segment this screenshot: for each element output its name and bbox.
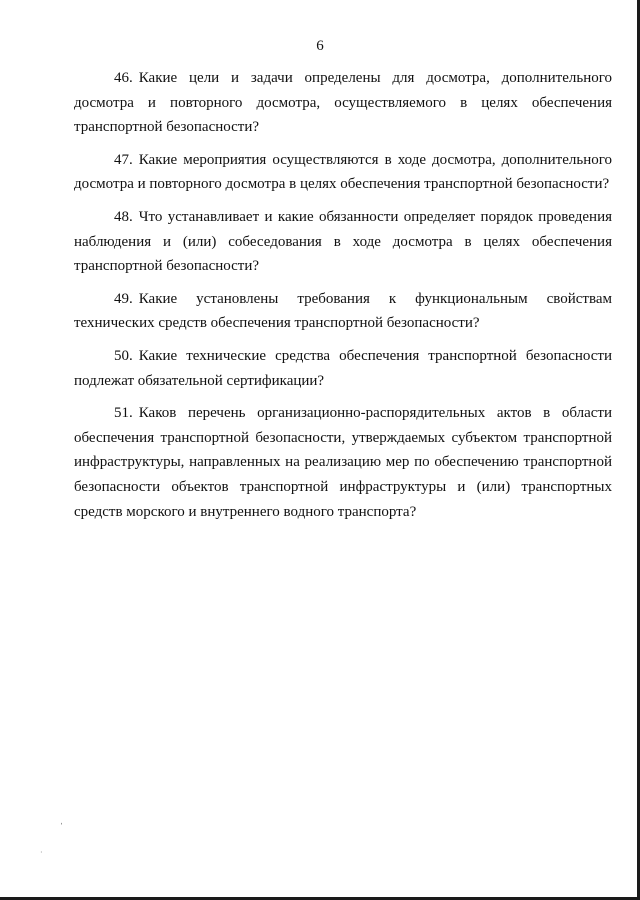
- page-number: 6: [316, 38, 324, 54]
- question-text: Каков перечень организационно-распорядительных актов в области обеспечения транспортной безопасности, утверждаемых субъектом транспортной инфраструктуры, направленных на реализацию мер по обеспечению транспортной безопасности объектов транспортной инфраструктуры и (или) транспортных средств морского и внутреннего водного транспорта?: [74, 405, 612, 520]
- question-text: Какие технические средства обеспечения транспортной безопасности подлежат обязательной сертификации?: [74, 347, 612, 389]
- question-number: 51.: [114, 405, 133, 422]
- question-item-49: [74, 287, 612, 336]
- question-item-48: [74, 205, 612, 279]
- question-text: Какие цели и задачи определены для досмотра, дополнительного досмотра и повторного досмотра, осуществляемого в целях обеспечения транспортной безопасности?: [74, 70, 612, 136]
- question-item-51: [74, 401, 612, 524]
- scan-speck-mark: ˈ: [60, 822, 64, 833]
- question-text: Какие мероприятия осуществляются в ходе досмотра, дополнительного досмотра и повторного досмотра в целях обеспечения транспортной безопасности?: [74, 151, 612, 193]
- question-item-50: [74, 344, 612, 393]
- question-number: 47.: [114, 151, 133, 168]
- question-number: 50.: [114, 347, 133, 364]
- question-number: 46.: [114, 70, 133, 86]
- question-item-47: [74, 148, 612, 197]
- question-number: 49.: [114, 290, 133, 307]
- question-text: Что устанавливает и какие обязанности определяет порядок проведения наблюдения и (или) собеседования в ходе досмотра в целях обеспечения транспортной безопасности?: [74, 208, 612, 275]
- scan-speck-mark: ·: [40, 848, 43, 857]
- question-item-46: [74, 66, 612, 140]
- question-text: Какие установлены требования к функциональным свойствам технических средств обеспечения транспортной безопасности?: [74, 290, 612, 332]
- question-list: [74, 66, 612, 532]
- question-number: 48.: [114, 208, 133, 225]
